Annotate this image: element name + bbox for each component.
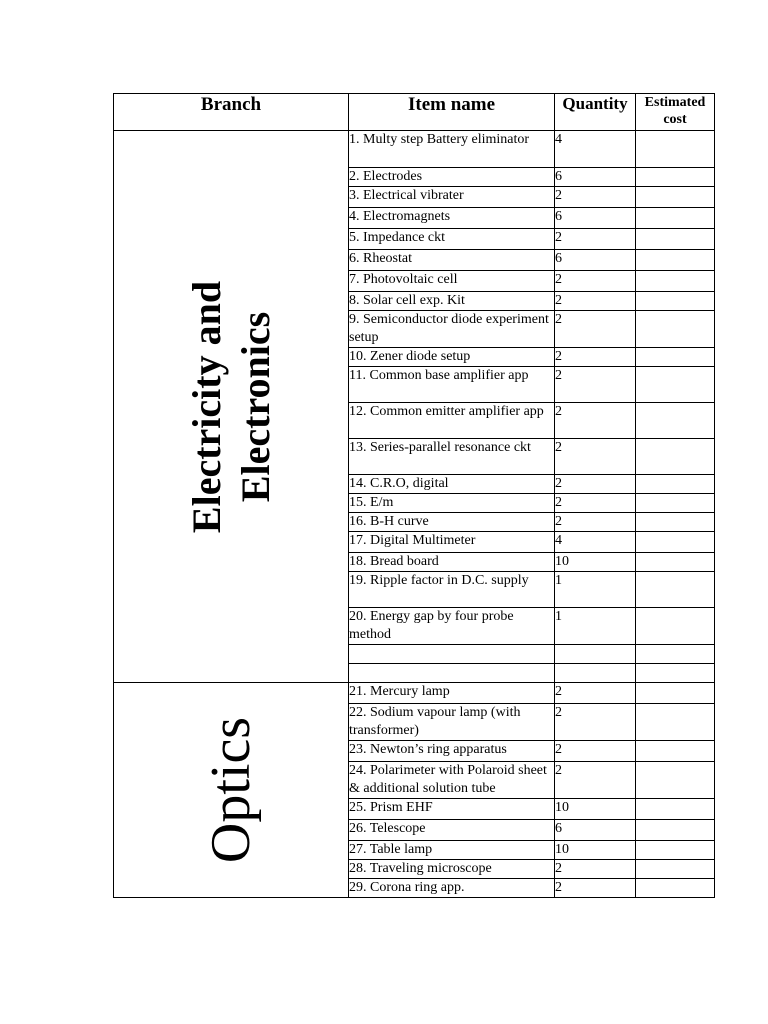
item-name-cell <box>349 645 555 664</box>
estimated-cost-cell <box>636 513 715 532</box>
estimated-cost-cell <box>636 608 715 645</box>
item-name-cell: 18. Bread board <box>349 553 555 572</box>
estimated-cost-cell <box>636 741 715 762</box>
item-name-cell: 2. Electrodes <box>349 168 555 187</box>
quantity-cell: 2 <box>555 741 636 762</box>
item-name-cell: 23. Newton’s ring apparatus <box>349 741 555 762</box>
quantity-cell: 2 <box>555 475 636 494</box>
item-name-cell: 14. C.R.O, digital <box>349 475 555 494</box>
quantity-cell: 10 <box>555 841 636 860</box>
item-name-cell: 17. Digital Multimeter <box>349 532 555 553</box>
estimated-cost-cell <box>636 250 715 271</box>
equipment-table <box>113 93 715 898</box>
quantity-cell: 2 <box>555 187 636 208</box>
quantity-cell: 6 <box>555 820 636 841</box>
estimated-cost-cell <box>636 704 715 741</box>
branch-optics <box>114 683 349 898</box>
estimated-cost-cell <box>636 572 715 608</box>
item-name-cell <box>349 664 555 683</box>
item-name-cell: 6. Rheostat <box>349 250 555 271</box>
quantity-cell: 2 <box>555 403 636 439</box>
estimated-cost-cell <box>636 494 715 513</box>
estimated-cost-cell <box>636 367 715 403</box>
item-name-header: Item name <box>349 94 555 131</box>
table-row <box>114 131 715 168</box>
estimated-cost-header-line1: Estimated <box>644 95 706 110</box>
item-name-cell: 19. Ripple factor in D.C. supply <box>349 572 555 608</box>
quantity-cell: 2 <box>555 513 636 532</box>
quantity-cell: 2 <box>555 494 636 513</box>
estimated-cost-header <box>636 94 715 131</box>
quantity-cell: 10 <box>555 799 636 820</box>
estimated-cost-cell <box>636 131 715 168</box>
estimated-cost-cell <box>636 879 715 898</box>
item-name-cell: 15. E/m <box>349 494 555 513</box>
item-name-cell: 7. Photovoltaic cell <box>349 271 555 292</box>
quantity-cell: 2 <box>555 348 636 367</box>
estimated-cost-cell <box>636 208 715 229</box>
estimated-cost-cell <box>636 553 715 572</box>
estimated-cost-cell <box>636 532 715 553</box>
branch-label-line: Electronics <box>233 311 278 502</box>
branch-label-line: Optics <box>200 716 262 864</box>
estimated-cost-cell <box>636 403 715 439</box>
quantity-cell <box>555 664 636 683</box>
estimated-cost-cell <box>636 664 715 683</box>
quantity-cell: 10 <box>555 553 636 572</box>
table-body <box>114 131 715 898</box>
estimated-cost-cell <box>636 229 715 250</box>
quantity-cell: 2 <box>555 860 636 879</box>
branch-label <box>201 717 261 863</box>
estimated-cost-cell <box>636 820 715 841</box>
quantity-cell: 2 <box>555 271 636 292</box>
item-name-cell: 10. Zener diode setup <box>349 348 555 367</box>
quantity-cell: 2 <box>555 762 636 799</box>
quantity-cell: 4 <box>555 532 636 553</box>
estimated-cost-cell <box>636 762 715 799</box>
estimated-cost-cell <box>636 475 715 494</box>
quantity-cell: 6 <box>555 168 636 187</box>
estimated-cost-cell <box>636 841 715 860</box>
quantity-cell: 2 <box>555 439 636 475</box>
estimated-cost-cell <box>636 311 715 348</box>
item-name-cell: 1. Multy step Battery eliminator <box>349 131 555 168</box>
item-name-cell: 25. Prism EHF <box>349 799 555 820</box>
item-name-cell: 28. Traveling microscope <box>349 860 555 879</box>
quantity-cell: 2 <box>555 879 636 898</box>
item-name-cell: 11. Common base amplifier app <box>349 367 555 403</box>
quantity-cell: 1 <box>555 608 636 645</box>
item-name-cell: 13. Series-parallel resonance ckt <box>349 439 555 475</box>
estimated-cost-cell <box>636 645 715 664</box>
header-row <box>114 94 715 131</box>
quantity-cell: 2 <box>555 704 636 741</box>
quantity-cell <box>555 645 636 664</box>
estimated-cost-cell <box>636 799 715 820</box>
item-name-cell: 21. Mercury lamp <box>349 683 555 704</box>
item-name-cell: 9. Semiconductor diode experiment setup <box>349 311 555 348</box>
branch-label-line: Electricity and <box>184 280 229 533</box>
quantity-header: Quantity <box>555 94 636 131</box>
estimated-cost-cell <box>636 292 715 311</box>
quantity-cell: 4 <box>555 131 636 168</box>
item-name-cell: 24. Polarimeter with Polaroid sheet & additional solution tube <box>349 762 555 799</box>
quantity-cell: 2 <box>555 367 636 403</box>
estimated-cost-cell <box>636 348 715 367</box>
quantity-cell: 6 <box>555 208 636 229</box>
item-name-cell: 22. Sodium vapour lamp (with transformer) <box>349 704 555 741</box>
table-row <box>114 683 715 704</box>
item-name-cell: 8. Solar cell exp. Kit <box>349 292 555 311</box>
quantity-cell: 6 <box>555 250 636 271</box>
quantity-cell: 2 <box>555 311 636 348</box>
item-name-cell: 29. Corona ring app. <box>349 879 555 898</box>
estimated-cost-cell <box>636 271 715 292</box>
estimated-cost-cell <box>636 187 715 208</box>
estimated-cost-cell <box>636 683 715 704</box>
item-name-cell: 16. B-H curve <box>349 513 555 532</box>
quantity-cell: 2 <box>555 683 636 704</box>
item-name-cell: 4. Electromagnets <box>349 208 555 229</box>
quantity-cell: 2 <box>555 229 636 250</box>
quantity-cell: 2 <box>555 292 636 311</box>
estimated-cost-cell <box>636 860 715 879</box>
item-name-cell: 5. Impedance ckt <box>349 229 555 250</box>
item-name-cell: 26. Telescope <box>349 820 555 841</box>
estimated-cost-header-line2: cost <box>663 112 687 127</box>
estimated-cost-cell <box>636 439 715 475</box>
item-name-cell: 27. Table lamp <box>349 841 555 860</box>
estimated-cost-cell <box>636 168 715 187</box>
branch-electricity-electronics <box>114 131 349 683</box>
quantity-cell: 1 <box>555 572 636 608</box>
item-name-cell: 20. Energy gap by four probe method <box>349 608 555 645</box>
item-name-cell: 3. Electrical vibrater <box>349 187 555 208</box>
branch-label <box>182 280 280 532</box>
item-name-cell: 12. Common emitter amplifier app <box>349 403 555 439</box>
branch-header: Branch <box>114 94 349 131</box>
